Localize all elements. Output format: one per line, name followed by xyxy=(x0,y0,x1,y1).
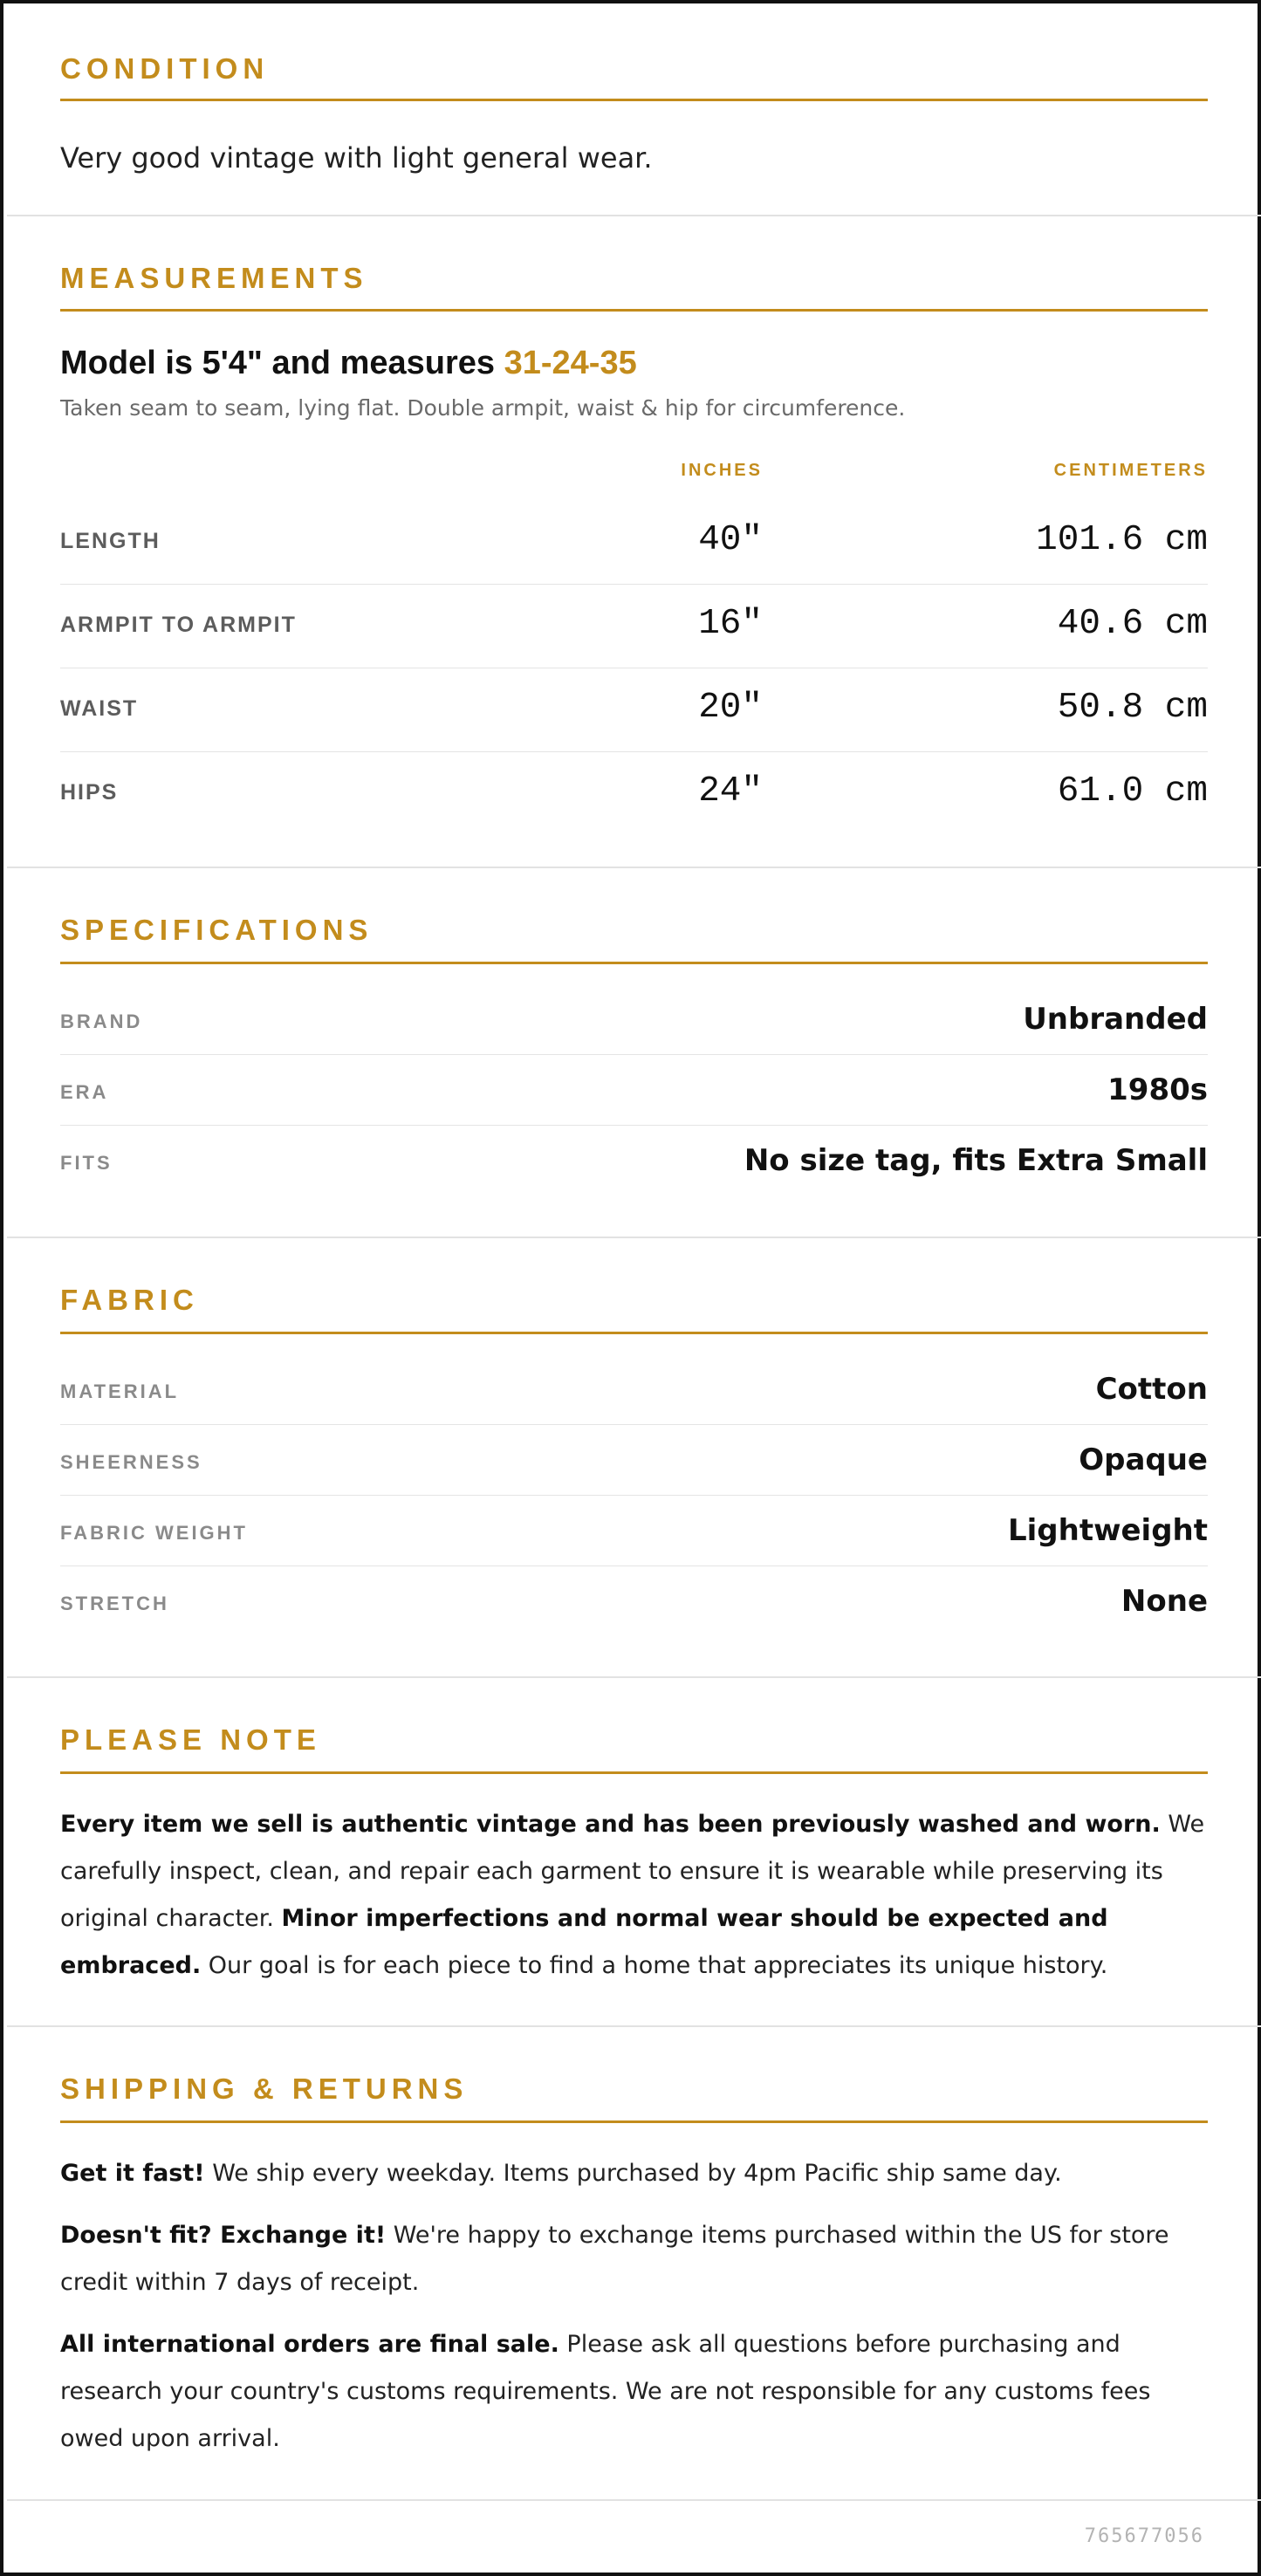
fabric-section xyxy=(7,1238,1261,1678)
please-note-bold-2: Minor imperfections and normal wear should be expected and embraced. xyxy=(60,1905,1108,1979)
fabric-label: FABRIC WEIGHT xyxy=(60,1522,248,1544)
fabric-row-weight xyxy=(60,1496,1208,1566)
spec-value: 1980s xyxy=(1107,1072,1208,1107)
please-note-text-1: We carefully inspect, clean, and repair each garment to ensure it is wearable while preserving its original character. xyxy=(60,1811,1205,1932)
measurement-centimeters: 50.8 cm xyxy=(1057,688,1208,728)
condition-text: Very good vintage with light general wear. xyxy=(60,141,653,175)
shipping-section xyxy=(7,2027,1261,2501)
fabric-value: Cotton xyxy=(1095,1372,1208,1407)
fabric-heading: FABRIC xyxy=(60,1284,199,1316)
shipping-international-bold: All international orders are final sale. xyxy=(60,2331,559,2358)
please-note-text-2: Our goal is for each piece to find a home that appreciates its unique history. xyxy=(201,1952,1108,1979)
measurement-centimeters: 61.0 cm xyxy=(1057,771,1208,812)
spec-label: ERA xyxy=(60,1081,109,1103)
specifications-heading: SPECIFICATIONS xyxy=(60,914,374,946)
measurement-label: LENGTH xyxy=(60,529,161,553)
shipping-paragraph-international xyxy=(60,2321,1208,2463)
measurement-inches: 16" xyxy=(698,604,763,644)
measurement-inches: 24" xyxy=(698,771,763,812)
measurement-label: WAIST xyxy=(60,696,139,721)
specifications-section xyxy=(7,868,1261,1238)
measurements-heading: MEASUREMENTS xyxy=(60,262,368,294)
model-measurements xyxy=(60,345,637,382)
spec-row-fits xyxy=(60,1126,1208,1196)
spec-label: FITS xyxy=(60,1152,113,1174)
measurement-row-hips xyxy=(60,752,1208,836)
product-id: 765677056 xyxy=(1084,2525,1204,2547)
measurement-method-note: Taken seam to seam, lying flat. Double armpit, waist & hip for circumference. xyxy=(60,395,906,421)
fabric-rule xyxy=(60,1332,1208,1334)
column-header-inches: INCHES xyxy=(681,461,763,480)
fabric-label: MATERIAL xyxy=(60,1380,180,1402)
please-note-section xyxy=(7,1678,1261,2027)
shipping-heading: SHIPPING & RETURNS xyxy=(60,2072,469,2105)
measurement-label: HIPS xyxy=(60,780,119,805)
please-note-heading: PLEASE NOTE xyxy=(60,1723,321,1756)
shipping-exchange-text: We're happy to exchange items purchased within the US for store credit within 7 days of receipt. xyxy=(60,2222,1169,2296)
spec-value: Unbranded xyxy=(1023,1002,1208,1037)
spec-value: No size tag, fits Extra Small xyxy=(744,1143,1208,1178)
spec-label: BRAND xyxy=(60,1011,143,1032)
please-note-paragraph xyxy=(60,1801,1208,1990)
fabric-value: Opaque xyxy=(1079,1442,1208,1477)
measurements-section xyxy=(7,216,1261,868)
condition-rule xyxy=(60,99,1208,101)
fabric-label: SHEERNESS xyxy=(60,1451,202,1473)
specifications-rule xyxy=(60,962,1208,964)
measurement-label: ARMPIT TO ARMPIT xyxy=(60,613,297,637)
model-prefix: Model is 5'4" and measures xyxy=(60,345,504,381)
please-note-rule xyxy=(60,1771,1208,1774)
measurement-centimeters: 101.6 cm xyxy=(1036,520,1208,560)
condition-section xyxy=(7,3,1261,216)
shipping-rule xyxy=(60,2120,1208,2123)
spec-row-era xyxy=(60,1055,1208,1126)
please-note-bold-1: Every item we sell is authentic vintage and has been previously washed and worn. xyxy=(60,1811,1161,1838)
fabric-row-material xyxy=(60,1354,1208,1425)
fabric-value: None xyxy=(1121,1584,1208,1619)
shipping-fast-text: We ship every weekday. Items purchased by 4pm Pacific ship same day. xyxy=(204,2160,1062,2187)
measurement-centimeters: 40.6 cm xyxy=(1057,604,1208,644)
shipping-fast-bold: Get it fast! xyxy=(60,2160,205,2187)
fabric-value: Lightweight xyxy=(1007,1513,1208,1548)
condition-heading: CONDITION xyxy=(60,52,270,85)
measurements-rule xyxy=(60,309,1208,312)
shipping-paragraph-fast xyxy=(60,2150,1208,2197)
fabric-row-stretch xyxy=(60,1566,1208,1637)
model-measures-value: 31-24-35 xyxy=(504,345,637,381)
measurement-inches: 40" xyxy=(698,520,763,560)
shipping-paragraph-exchange xyxy=(60,2212,1208,2306)
fabric-label: STRETCH xyxy=(60,1593,169,1614)
shipping-international-text: Please ask all questions before purchasing and research your country's customs requirements. We are not responsible for any customs fees owed upon arrival. xyxy=(60,2331,1151,2452)
column-header-centimeters: CENTIMETERS xyxy=(1053,461,1208,480)
shipping-exchange-bold: Doesn't fit? Exchange it! xyxy=(60,2222,387,2249)
measurement-inches: 20" xyxy=(698,688,763,728)
spec-row-brand xyxy=(60,984,1208,1055)
fabric-row-sheerness xyxy=(60,1425,1208,1496)
measurement-row-length xyxy=(60,501,1208,585)
measurement-row-waist xyxy=(60,668,1208,752)
measurement-row-armpit xyxy=(60,585,1208,668)
